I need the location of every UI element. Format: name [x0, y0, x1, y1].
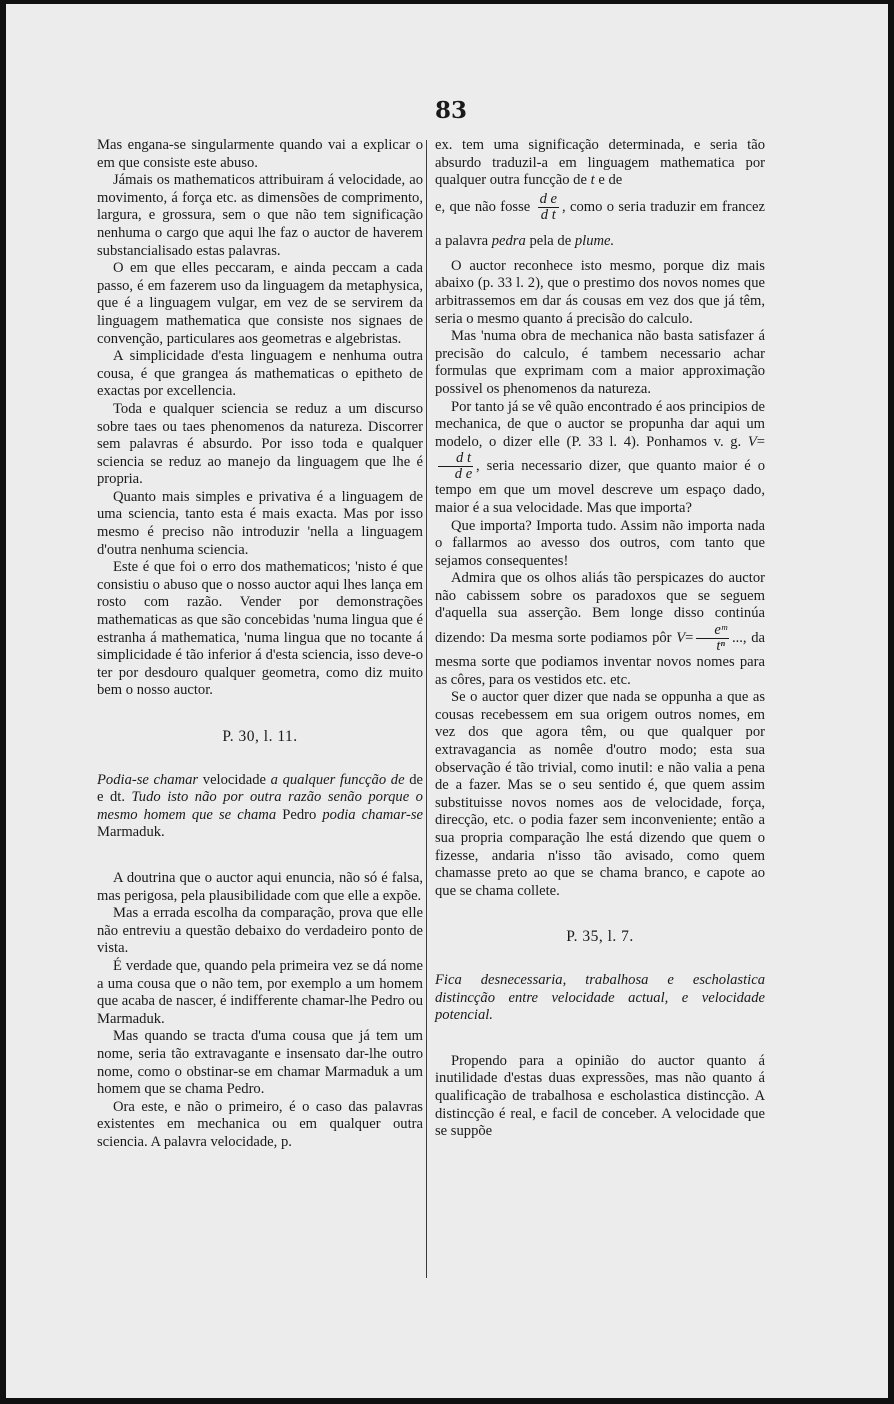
paragraph: Ora este, e não o primeiro, é o caso das palavras existentes em mechanica ou em qualquer outra sciencia. A palavra velocidade, p.	[97, 1098, 423, 1150]
text-run: e de	[598, 172, 623, 189]
paragraph: A doutrina que o auctor aqui enuncia, não só é falsa, mas perigosa, pela plausibilidade com que elle a expõe.	[97, 869, 423, 904]
math-variable: t	[590, 172, 595, 189]
paragraph: Admira que os olhos aliás tão perspicazes do auctor não cabissem sobre os paradoxos que se seguem d'aquella sua asserção. Bem longe disso continúa dizendo: Da mesma sorte podiamos pôr V= $\frac{\text{eᵐ}}{\text{tⁿ}}$ ..., da mesma sorte que podiamos inventar novos nomes para as côres, para os vestidos etc. etc.	[435, 570, 765, 688]
section-heading: P. 35, l. 7.	[566, 928, 634, 946]
fraction-numerator: d t	[438, 451, 473, 467]
paragraph: Propendo para a opinião do auctor quanto á inutilidade d'estas duas expressões, mas não quanto á qualificação de trabalhosa e escholastica distincção. A distincção é real, e facil de conceber. A velocidade que se suppõe	[435, 1052, 765, 1140]
quote-text: Marmaduk.	[97, 824, 165, 841]
math-variable: V	[676, 629, 686, 646]
paragraph: É verdade que, quando pela primeira vez se dá nome a uma cousa que o não tem, por exemplo a um homem que acaba de nascer, é indifferente chamar-lhe Pedro ou Marmaduk.	[97, 957, 423, 1027]
quote-text: Podia-se chamar	[97, 771, 199, 788]
paragraph: Mas a errada escolha da comparação, prova que elle não entreviu a questão debaixo do verdadeiro ponto de vista.	[97, 905, 423, 957]
fraction-numerator: eᵐ	[696, 623, 729, 639]
paragraph: Mas engana-se singularmente quando vai a explicar o em que consiste este abuso.	[97, 137, 423, 171]
book-page	[6, 4, 888, 1398]
paragraph: O auctor reconhece isto mesmo, porque diz mais abaixo (p. 33 l. 2), que o prestimo dos novos nomes que arbitrassemos em dar ás cousas em vez dos que já têm, seria o mesmo quanto á precisão do calculo.	[435, 257, 765, 327]
page-number: 83	[434, 97, 467, 124]
fraction-denominator: d t	[540, 206, 556, 223]
paragraph: Se o auctor quer dizer que nada se oppunha a que as cousas recebessem em sua origem outros nomes, em vez dos que agora têm, ou que qualquer por extravagancia as nomêe d'outro modo; esta sua observação é tão trivial, como inutil: e não valia a pena de a fazer. Mas se o seu sentido é, que quem assim substituisse novos nomes aos de velocidade, força, direcção, etc. o podia fazer sem inconveniente; então a sua propria comparação lhe está dizendo que quem o fizesse, andaria n'isso tão avisado, como quem chamasse preto ao que se chama branco, e capote ao que se chama collete.	[435, 689, 765, 899]
quote-text: podia chamar-se	[322, 806, 423, 823]
paragraph: Toda e qualquer sciencia se reduz a um discurso sobre taes ou taes phenomenos da natureza. Discorrer sem palavras é absurdo. Por isso toda e qualquer sciencia se reduz ao manejo da linguagem que lhe é propria.	[97, 400, 423, 488]
paragraph: O em que elles peccaram, e ainda peccam a cada passo, é em fazerem uso da linguagem da metaphysica, que é a linguagem vulgar, em vez de se servirem da linguagem mathematica que consiste nos signaes de convenção, particulares aos geometras e algebristas.	[97, 260, 423, 347]
paragraph: Este é que foi o erro dos mathematicos; 'nisto é que consistiu o abuso que o nosso auctor aqui lhes lança em rosto com razão. Vender por demonstrações mathematicas as que são concebidas 'numa lingua que é estranha á mathematica, 'numa lingua que no tocante á simplicidade é tão inferior á d'esta sciencia, isso deve-o ter por desdouro qualquer geometra, como diz muito bem o nosso auctor.	[97, 559, 424, 699]
text-run: pela de	[529, 232, 572, 249]
text-run: ex. tem uma significação determinada, e seria tão absurdo traduzil-a em linguagem mathematica por qualquer outra funcção de	[435, 137, 765, 189]
paragraph: Quanto mais simples e privativa é a linguagem de uma sciencia, tanto esta é mais exacta. Mas por isso mesmo é preciso não introduzir 'nella a linguagem d'outra nenhuma sciencia.	[97, 488, 423, 558]
text-run: , como o seria traduzir em francez a palavra	[435, 198, 765, 249]
paragraph: Mas 'numa obra de mechanica não basta satisfazer á precisão do calculo, é tambem necessario achar formulas que exprimam com a maior approximação possivel os phenomenos da natureza.	[435, 328, 765, 397]
paragraph: Mas quando se tracta d'uma cousa que já tem um nome, seria tão extravagante e insensato dar-lhe outro nome, como o obstinar-se em chamar Marmaduk a um homem que se chama Pedro.	[97, 1028, 423, 1098]
quote-text: Pedro	[276, 806, 323, 823]
fraction-dt-de	[438, 451, 473, 482]
text-run: Admira que os olhos aliás tão perspicazes do auctor não cabissem sobre os paradoxos que se seguem d'aquella sua asserção. Bem longe disso continúa dizendo: Da mesma sorte podiamos pôr	[435, 570, 765, 646]
quote-text: Tudo isto não por outra razão senão porque o mesmo homem que se chama	[97, 789, 423, 823]
right-column	[435, 137, 765, 1141]
fraction-em-tn	[696, 623, 729, 654]
paragraph: Jámais os mathematicos attribuiram á velocidade, ao movimento, á força etc. as dimensões de comprimento, largura, e grossura, sem o que não tem significação nenhuma o cargo que aqui lhe faz o auctor de haverem substancialisado estas palavras.	[97, 172, 423, 259]
paragraph	[435, 137, 765, 258]
italic-word: pedra	[491, 232, 526, 249]
text-run: , seria necessario dizer, que quanto maior é o tempo em que um movel descreve um espaço dado, maior é a sua velocidade. Mas que importa?	[435, 458, 765, 516]
fraction-numerator: d e	[539, 190, 557, 207]
quote-text: de e dt.	[97, 771, 423, 806]
quoted-passage: Fica desnecessaria, trabalhosa e escholastica distincção entre velocidade actual, e velocidade potencial.	[435, 971, 765, 1024]
paragraph: A simplicidade d'esta linguagem e nenhuma outra cousa, é que grangea ás mathematicas o epitheto de exactas por excellencia.	[97, 348, 423, 400]
section-heading: P. 30, l. 11.	[222, 728, 298, 745]
quoted-passage	[97, 772, 423, 842]
fraction-denominator: d e	[454, 466, 473, 483]
fraction-de-dt	[538, 192, 559, 223]
column-divider	[426, 140, 427, 1278]
text-run: e, que não fosse	[435, 198, 531, 215]
math-variable: V	[747, 433, 757, 450]
italic-word: plume.	[574, 232, 615, 249]
paragraph: Que importa? Importa tudo. Assim não importa nada o fallarmos ao avesso dos outros, com tanto que sejamos consequentes!	[435, 517, 765, 569]
quote-text: velocidade	[198, 771, 271, 788]
fraction-denominator: tⁿ	[716, 638, 725, 655]
quote-text: a qualquer funcção de	[270, 771, 405, 788]
text-run: ..., da mesma sorte que podiamos inventar novos nomes para as côres, para os vestidos etc. etc.	[435, 629, 765, 688]
text-run: Por tanto já se vê quão encontrado é aos principios de mechanica, de que o auctor se propunha dar aqui um modelo, o dizer elle (P. 33 l. 4). Ponhamos v. g.	[435, 398, 765, 450]
paragraph: Por tanto já se vê quão encontrado é aos principios de mechanica, de que o auctor se propunha dar aqui um modelo, o dizer elle (P. 33 l. 4). Ponhamos v. g. V= $\frac{\text{d t}}{\text{d e}}$ , seria necessario dizer, que quanto maior é o tempo em que um movel descreve um espaço dado, maior é a sua velocidade. Mas que importa?	[435, 398, 765, 516]
left-column	[97, 137, 423, 1151]
